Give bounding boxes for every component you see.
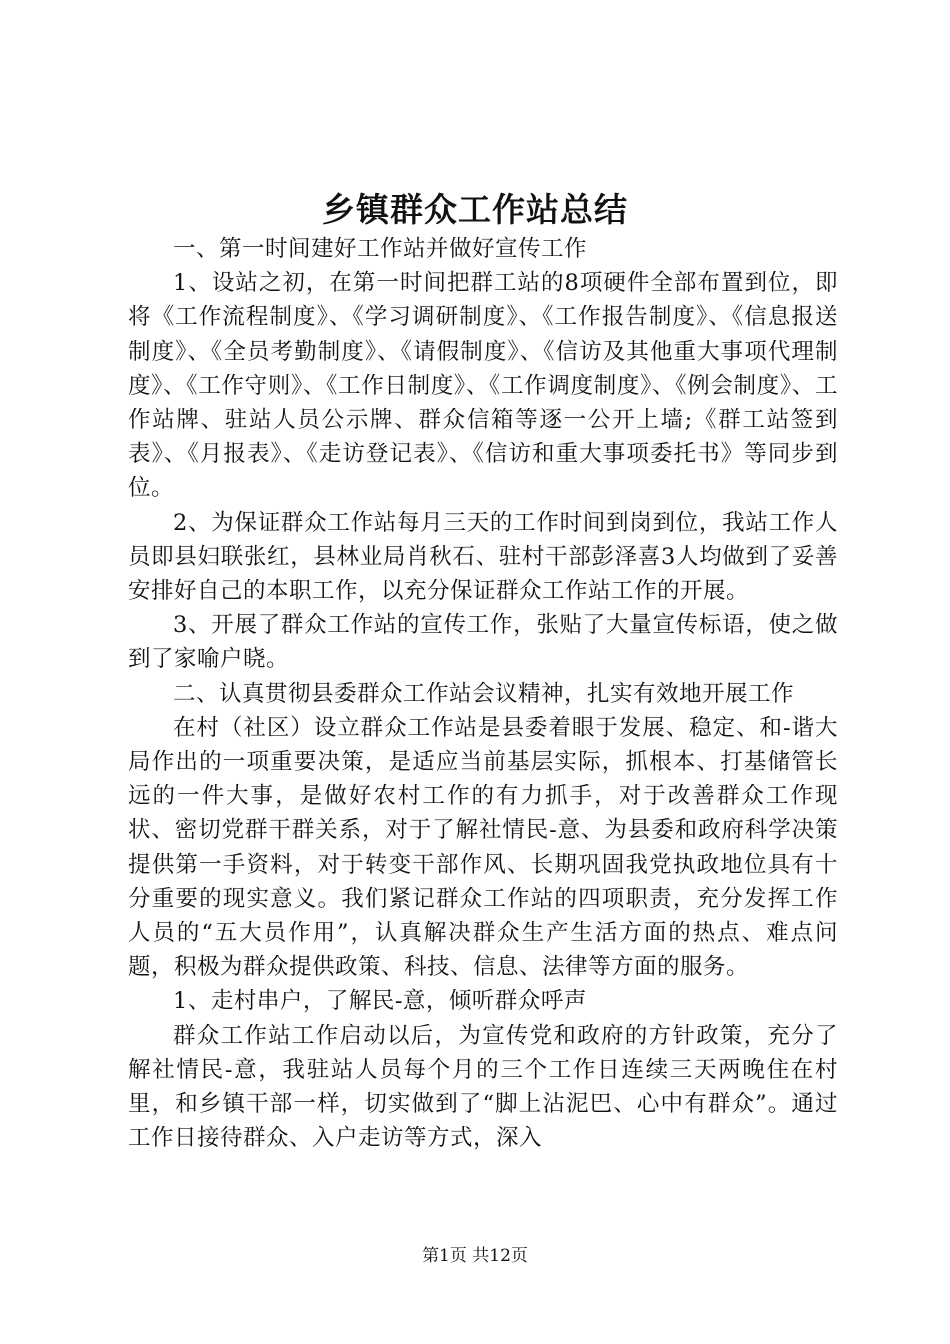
document-body (128, 232, 838, 1155)
page-footer: 第1页 共12页 (422, 1246, 528, 1266)
paragraph-hardware-setup: 1、设站之初，在第一时间把群工站的8项硬件全部布置到位，即将《工作流程制度》、《学习调研制度》、《工作报告制度》、《信息报送制度》、《全员考勤制度》、《请假制度》、《信访及其他重大事项代理制度》、《工作守则》、《工作日制度》、《工作调度制度》、《例会制度》、工作站牌、驻站人员公示牌、群众信箱等逐一公开上墙;《群工站签到表》、《月报表》、《走访登记表》、《信访和重大事项委托书》等同步到位。 (128, 270, 838, 502)
paragraph-significance: 在村（社区）设立群众工作站是县委着眼于发展、稳定、和-谐大局作出的一项重要决策，是适应当前基层实际，抓根本、打基储管长远的一件大事，是做好农村工作的有力抓手，对于改善群众工作现状、密切党群干群关系，对于了解社情民-意、为县委和政府科学决策提供第一手资料，对于转变干部作风、长期巩固我党执政地位具有十分重要的现实意义。我们紧记群众工作站的四项职责，充分发挥工作人员的“五大员作用”，认真解决群众生产生活方面的热点、难点问题，积极为群众提供政策、科技、信息、法律等方面的服务。 (128, 714, 838, 981)
section-heading-1: 一、第一时间建好工作站并做好宣传工作 (173, 236, 588, 262)
paragraph-publicity: 3、开展了群众工作站的宣传工作，张贴了大量宣传标语，使之做到了家喻户晓。 (128, 612, 838, 673)
section-heading-2: 二、认真贯彻县委群众工作站会议精神，扎实有效地开展工作 (173, 680, 795, 707)
subsection-heading-1: 1、走村串户，了解民-意，倾听群众呼声 (173, 988, 587, 1015)
paragraph-village-visits: 群众工作站工作启动以后，为宣传党和政府的方针政策，充分了解社情民-意，我驻站人员每个月的三个工作日连续三天两晚住在村里，和乡镇干部一样，切实做到了“脚上沾泥巴、心中有群众”。通过工作日接待群众、入户走访等方式，深入 (128, 1022, 838, 1152)
document-title: 乡镇群众工作站总结 (322, 190, 628, 229)
paragraph-staffing: 2、为保证群众工作站每月三天的工作时间到岗到位，我站工作人员即县妇联张红，县林业局肖秋石、驻村干部彭泽喜3人均做到了妥善安排好自己的本职工作，以充分保证群众工作站工作的开展。 (128, 509, 838, 605)
